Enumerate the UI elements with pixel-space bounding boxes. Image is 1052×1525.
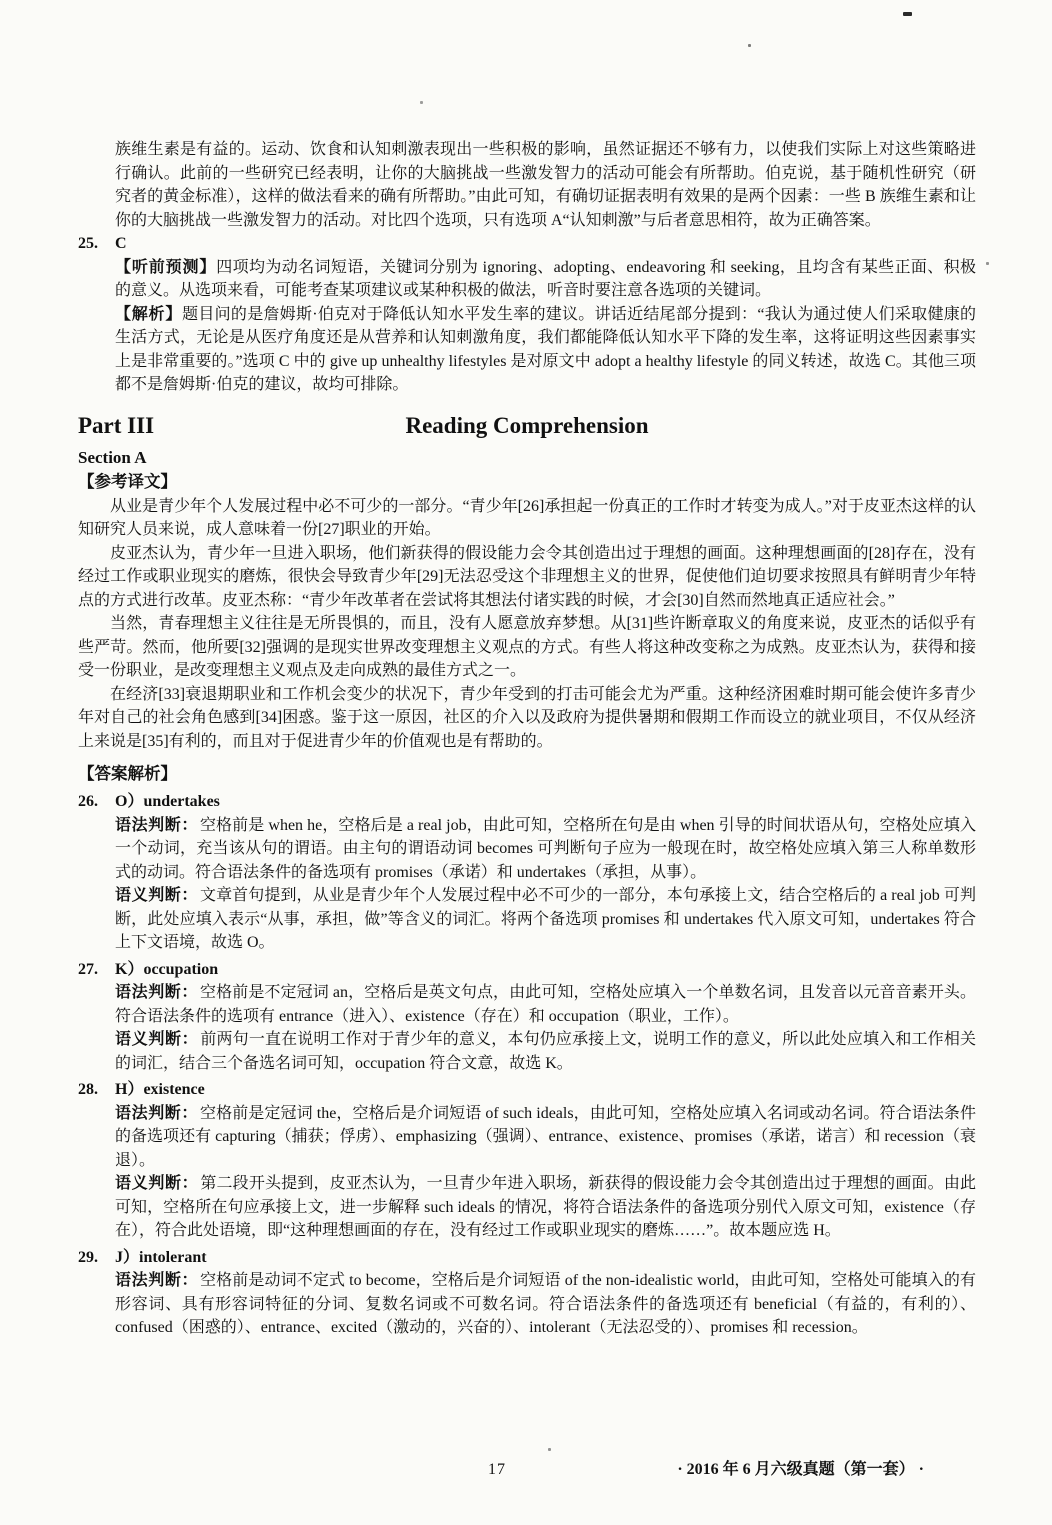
- semantic-judgement: [115, 1172, 976, 1243]
- page-number: 17: [488, 1461, 506, 1478]
- grammar-label: 语法判断：: [115, 984, 199, 1001]
- semantic-text: 第二段开头提到，皮亚杰认为，一旦青少年进入职场，新获得的假设能力会令其创造出过于理想的画面。由此可知，空格所在句应承接上文，进一步解释 such ideals 的情况，将符合语法条件的备选项分别代入原文可知，existence（存在），符合此处语境，即“这种理想画面的存在，没有经过工作或职业现实的磨炼……”。故本题应选 H。: [115, 1175, 976, 1239]
- question-26-answer-line: [78, 790, 976, 814]
- answer-text: K）occupation: [115, 960, 219, 978]
- part-heading: [78, 409, 976, 443]
- grammar-label: 语法判断：: [115, 1104, 198, 1122]
- q24-explanation-continuation: 族维生素是有益的。运动、饮食和认知刺激表现出一些积极的影响，虽然证据还不够有力，以使我们实际上对这些策略进行确认。此前的一些研究已经表明，让你的大脑挑战一些激发智力的活动可能会有所帮助。伯克说，基于随机性研究（研究者的黄金标准），这样的做法看来的确有所帮助。”由此可知，有确切证据表明有效果的是两个因素：一些 B 族维生素和让你的大脑挑战一些激发智力的活动。对比四个选项，只有选项 A“认知刺激”与后者意思相符，故为正确答案。: [115, 141, 976, 229]
- scan-speck: [420, 101, 423, 104]
- edition-label: · 2016 年 6 月六级真题（第一套） ·: [677, 1461, 924, 1478]
- question-29-explanations: [115, 1269, 976, 1340]
- reference-translation-label: 【参考译文】: [78, 472, 177, 491]
- question-29-answer-line: [78, 1246, 976, 1270]
- grammar-text: 空格前是不定冠词 an，空格后是英文句点，由此可知，空格处应填入一个单数名词，且发音以元音音素开头。符合语法条件的选项有 entrance（进入）、existence（存在）和 occupation（职业，工作）。: [115, 984, 976, 1025]
- translation-paragraph: 在经济[33]衰退期职业和工作机会变少的状况下，青少年受到的打击可能会尤为严重。这种经济困难时期可能会使许多青少年对自己的社会角色感到[34]困惑。鉴于这一原因，社区的介入以及政府为提供暑期和假期工作而设立的就业项目，不仅从经济上来说是[35]有利的，而且对于促进青少年的价值观也是有帮助的。: [78, 685, 976, 750]
- semantic-text: 文章首句提到，从业是青少年个人发展过程中必不可少的一部分，本句承接上文，结合空格后的 a real job 可判断，此处应填入表示“从事，承担，做”等含义的词汇。将两个备选项 promises 和 undertakes 代入原文可知，undertakes 符合上下文语境，故选 O。: [115, 887, 976, 951]
- page-footer: [78, 1458, 976, 1488]
- grammar-label: 语法判断：: [115, 1272, 199, 1289]
- analysis-label: 【解析】: [115, 305, 183, 323]
- analysis-paragraph: [115, 303, 976, 397]
- part-title: Reading Comprehension: [405, 412, 649, 438]
- part-label: Part III: [78, 412, 155, 438]
- translation-paragraph: 从业是青少年个人发展过程中必不可少的一部分。“青少年[26]承担起一份真正的工作时才转变为成人。”对于皮亚杰这样的认知研究人员来说，成人意味着一份[27]职业的开始。: [78, 497, 976, 538]
- grammar-text: 空格前是定冠词 the，空格后是介词短语 of such ideals，由此可知，空格处应填入名词或动名词。符合语法条件的备选项还有 capturing（捕获；俘虏）、emphasizing（强调）、entrance、existence、promises（承诺，诺言）和 recession（衰退）。: [115, 1104, 976, 1169]
- grammar-judgement: [115, 1102, 976, 1173]
- pre-listen-paragraph: [115, 256, 976, 303]
- question-27-block: [78, 958, 976, 1076]
- question-26-block: [78, 790, 976, 955]
- semantic-label: 语义判断：: [115, 1175, 199, 1192]
- question-29-block: [78, 1246, 976, 1340]
- answer-text: J）intolerant: [115, 1248, 207, 1266]
- scan-speck: [548, 1448, 551, 1451]
- reference-translation: [78, 495, 976, 754]
- pre-listen-text: 四项均为动名词短语，关键词分别为 ignoring、adopting、endeavoring 和 seeking，且均含有某些正面、积极的意义。从选项来看，可能考查某项建议或某种积极的做法，听音时要注意各选项的关键词。: [115, 258, 976, 299]
- translation-paragraph: 当然，青春理想主义往往是无所畏惧的，而且，没有人愿意放弃梦想。从[31]些许断章取义的角度来说，皮亚杰的话似乎有些严苛。然而，他所要[32]强调的是现实世界改变理想主义观点的方式。有些人将这种改变称之为成熟。皮亚杰认为，获得和接受一份职业，是改变理想主义观点及走向成熟的最佳方式之一。: [78, 615, 976, 679]
- semantic-text: 前两句一直在说明工作对于青少年的意义，本句仍应承接上文，说明工作的意义，所以此处应填入和工作相关的词汇，结合三个备选名词可知，occupation 符合文意，故选 K。: [115, 1031, 976, 1072]
- question-25-answer-line: [78, 232, 976, 256]
- grammar-judgement: [115, 814, 976, 885]
- grammar-text: 空格前是动词不定式 to become，空格后是介词短语 of the non-idealistic world，由此可知，空格处可能填入的有形容词、具有形容词特征的分词、复数名词或不可数名词。符合语法条件的备选项还有 beneficial（有益的，有利的）、confused（困惑的）、entrance、excited（激动的，兴奋的）、intolerant（无法忍受的）、promises 和 recession。: [115, 1272, 976, 1336]
- grammar-text: 空格前是 when he，空格后是 a real job，由此可知，空格所在句是由 when 引导的时间状语从句，空格处应填入一个动词，充当该从句的谓语。由主句的谓语动词 becomes 可判断句子应为一般现在时，故空格处应填入第三人称单数形式的动词。符合语法条件的备选项有 promises（承诺）和 undertakes（承担，从事）。: [115, 816, 976, 881]
- analysis-text: 题目问的是詹姆斯·伯克对于降低认知水平发生率的建议。讲话近结尾部分提到：“我认为通过使人们采取健康的生活方式，无论是从医疗角度还是从营养和认知刺激角度，我们都能降低认知水平下降的发生率，这将证明这些因素事实上是非常重要的。”选项 C 中的 give up unhealthy lifestyles 是对原文中 adopt a healthy lifestyle 的同义转述，故选 C。其他三项都不是詹姆斯·伯克的建议，故均可排除。: [115, 305, 976, 393]
- question-28-block: [78, 1078, 976, 1243]
- scan-speck: [986, 262, 989, 265]
- question-27-explanations: [115, 981, 976, 1075]
- scan-speck: [903, 12, 912, 16]
- question-number: 29.: [78, 1248, 98, 1266]
- semantic-label: 语义判断：: [115, 887, 198, 904]
- question-number: 27.: [78, 960, 98, 978]
- answer-letter: C: [115, 235, 127, 252]
- answer-analysis-label: 【答案解析】: [78, 765, 177, 783]
- translation-paragraph: 皮亚杰认为，青少年一旦进入职场，他们新获得的假设能力会令其创造出过于理想的画面。这种理想画面的[28]存在，没有经过工作或职业现实的磨炼，很快会导致青少年[29]无法忍受这个非理想主义的世界，促使他们迫切要求按照具有鲜明青少年特点的方式进行改革。皮亚杰称：“青少年改革者在尝试将其想法付诸实践的时候，才会[30]自然而然地真正适应社会。”: [78, 544, 976, 609]
- question-26-explanations: [115, 814, 976, 955]
- grammar-label: 语法判断：: [115, 816, 198, 834]
- question-25-block: [78, 232, 976, 397]
- grammar-judgement: [115, 1269, 976, 1340]
- semantic-judgement: [115, 1028, 976, 1075]
- pre-listen-label: 【听前预测】: [115, 258, 217, 276]
- question-28-answer-line: [78, 1078, 976, 1102]
- scan-speck: [748, 44, 751, 47]
- question-27-answer-line: [78, 958, 976, 982]
- answer-text: H）existence: [115, 1081, 205, 1098]
- question-number: 28.: [78, 1081, 98, 1098]
- question-number: 26.: [78, 793, 98, 810]
- grammar-judgement: [115, 981, 976, 1028]
- semantic-judgement: [115, 884, 976, 955]
- question-28-explanations: [115, 1102, 976, 1243]
- question-number: 25.: [78, 235, 98, 252]
- question-25-explanations: [115, 256, 976, 397]
- answer-text: O）undertakes: [115, 793, 220, 810]
- section-a-label: Section A: [78, 447, 147, 467]
- semantic-label: 语义判断：: [115, 1031, 199, 1048]
